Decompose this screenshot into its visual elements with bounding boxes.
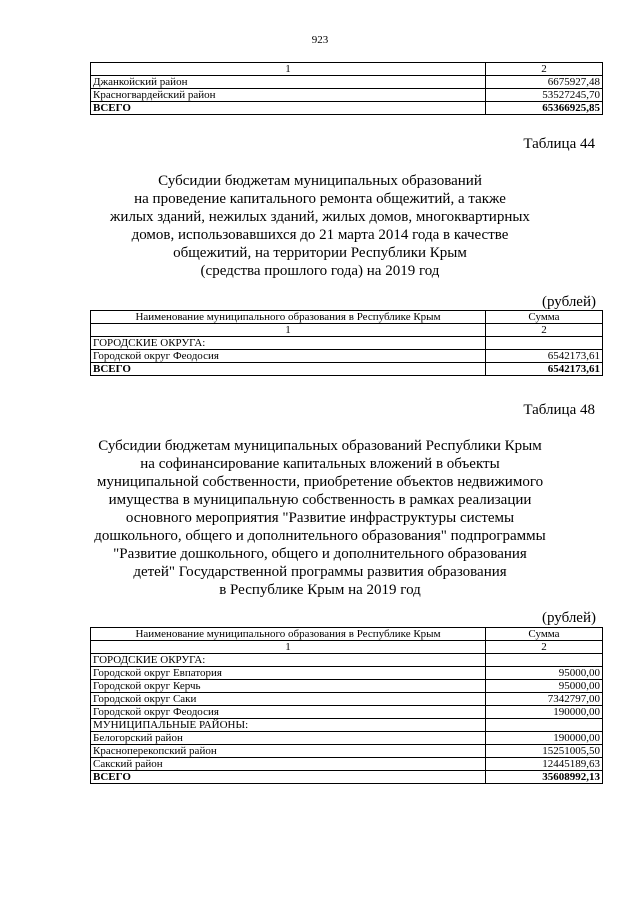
total-label: ВСЕГО bbox=[91, 363, 486, 376]
table-row bbox=[91, 680, 603, 693]
table-row bbox=[91, 745, 603, 758]
col-number-cell: 2 bbox=[486, 63, 603, 76]
col-sum-header: Сумма bbox=[486, 628, 603, 641]
table-48-unit: (рублей) bbox=[541, 610, 596, 626]
row-sum: 53527245,70 bbox=[486, 89, 603, 102]
row-sum: 6542173,61 bbox=[486, 350, 603, 363]
row-name: Городской округ Евпатория bbox=[91, 667, 486, 680]
total-label: ВСЕГО bbox=[91, 102, 486, 115]
total-row bbox=[91, 363, 603, 376]
title-line: Субсидии бюджетам муниципальных образований Республики Крым bbox=[98, 438, 542, 454]
row-name: Джанкойский район bbox=[91, 76, 486, 89]
empty-cell bbox=[486, 719, 603, 732]
row-name: Городской округ Феодосия bbox=[91, 706, 486, 719]
table-row bbox=[91, 693, 603, 706]
title-line: (средства прошлого года) на 2019 год bbox=[200, 263, 440, 279]
section-row bbox=[91, 654, 603, 667]
col-number-cell: 1 bbox=[91, 63, 486, 76]
total-sum: 6542173,61 bbox=[486, 363, 603, 376]
table-48-title bbox=[0, 437, 640, 599]
title-line: жилых зданий, нежилых зданий, жилых домов, многоквартирных bbox=[110, 209, 530, 225]
total-row bbox=[91, 102, 603, 115]
title-line: в Республике Крым на 2019 год bbox=[219, 582, 421, 598]
row-sum: 15251005,50 bbox=[486, 745, 603, 758]
table-row bbox=[91, 76, 603, 89]
table-row bbox=[91, 89, 603, 102]
empty-cell bbox=[486, 337, 603, 350]
row-sum: 7342797,00 bbox=[486, 693, 603, 706]
table-44-unit: (рублей) bbox=[541, 294, 596, 310]
title-line: основного мероприятия "Развитие инфраструктуры системы bbox=[125, 510, 515, 526]
table-44-title bbox=[0, 172, 640, 280]
title-line: "Развитие дошкольного, общего и дополнительного образования bbox=[113, 546, 527, 562]
title-line: на софинансирование капитальных вложений в объекты bbox=[140, 456, 500, 472]
table-48 bbox=[90, 627, 603, 784]
col-number-cell: 1 bbox=[91, 324, 486, 337]
section-row bbox=[91, 719, 603, 732]
table-row bbox=[91, 324, 603, 337]
col-name-header: Наименование муниципального образования в Республике Крым bbox=[91, 628, 486, 641]
table-row bbox=[91, 350, 603, 363]
col-sum-header: Сумма bbox=[486, 311, 603, 324]
row-sum: 190000,00 bbox=[486, 706, 603, 719]
title-line: общежитий, на территории Республики Крым bbox=[173, 245, 467, 261]
row-sum: 95000,00 bbox=[486, 667, 603, 680]
col-name-header: Наименование муниципального образования в Республике Крым bbox=[91, 311, 486, 324]
col-number-cell: 2 bbox=[486, 324, 603, 337]
table-continuation bbox=[90, 62, 603, 115]
section-label: ГОРОДСКИЕ ОКРУГА: bbox=[91, 337, 486, 350]
total-label: ВСЕГО bbox=[91, 771, 486, 784]
title-line: Субсидии бюджетам муниципальных образований bbox=[158, 173, 482, 189]
row-name: Сакский район bbox=[91, 758, 486, 771]
row-name: Красноперекопский район bbox=[91, 745, 486, 758]
table-row bbox=[91, 706, 603, 719]
section-label: ГОРОДСКИЕ ОКРУГА: bbox=[91, 654, 486, 667]
empty-cell bbox=[486, 654, 603, 667]
table-row bbox=[91, 641, 603, 654]
table-row bbox=[91, 667, 603, 680]
page-number: 923 bbox=[311, 34, 329, 46]
total-sum: 35608992,13 bbox=[486, 771, 603, 784]
title-line: имущества в муниципальную собственность в рамках реализации bbox=[108, 492, 532, 508]
table-48-label: Таблица 48 bbox=[523, 402, 595, 418]
row-name: Городской округ Феодосия bbox=[91, 350, 486, 363]
table-row bbox=[91, 758, 603, 771]
table-row bbox=[91, 63, 603, 76]
row-name: Городской округ Керчь bbox=[91, 680, 486, 693]
table-row bbox=[91, 732, 603, 745]
table-header-row bbox=[91, 628, 603, 641]
row-sum: 12445189,63 bbox=[486, 758, 603, 771]
row-name: Городской округ Саки bbox=[91, 693, 486, 706]
total-row bbox=[91, 771, 603, 784]
row-sum: 6675927,48 bbox=[486, 76, 603, 89]
table-44-label: Таблица 44 bbox=[523, 136, 595, 152]
table-header-row bbox=[91, 311, 603, 324]
total-sum: 65366925,85 bbox=[486, 102, 603, 115]
section-row bbox=[91, 337, 603, 350]
row-name: Белогорский район bbox=[91, 732, 486, 745]
table-44 bbox=[90, 310, 603, 376]
row-name: Красногвардейский район bbox=[91, 89, 486, 102]
title-line: муниципальной собственности, приобретение объектов недвижимого bbox=[96, 474, 544, 490]
col-number-cell: 2 bbox=[486, 641, 603, 654]
title-line: детей" Государственной программы развития образования bbox=[133, 564, 507, 580]
col-number-cell: 1 bbox=[91, 641, 486, 654]
row-sum: 190000,00 bbox=[486, 732, 603, 745]
row-sum: 95000,00 bbox=[486, 680, 603, 693]
title-line: домов, использовавшихся до 21 марта 2014 года в качестве bbox=[131, 227, 509, 243]
section-label: МУНИЦИПАЛЬНЫЕ РАЙОНЫ: bbox=[91, 719, 486, 732]
title-line: на проведение капитального ремонта общежитий, а также bbox=[134, 191, 506, 207]
title-line: дошкольного, общего и дополнительного образования" подпрограммы bbox=[94, 528, 546, 544]
